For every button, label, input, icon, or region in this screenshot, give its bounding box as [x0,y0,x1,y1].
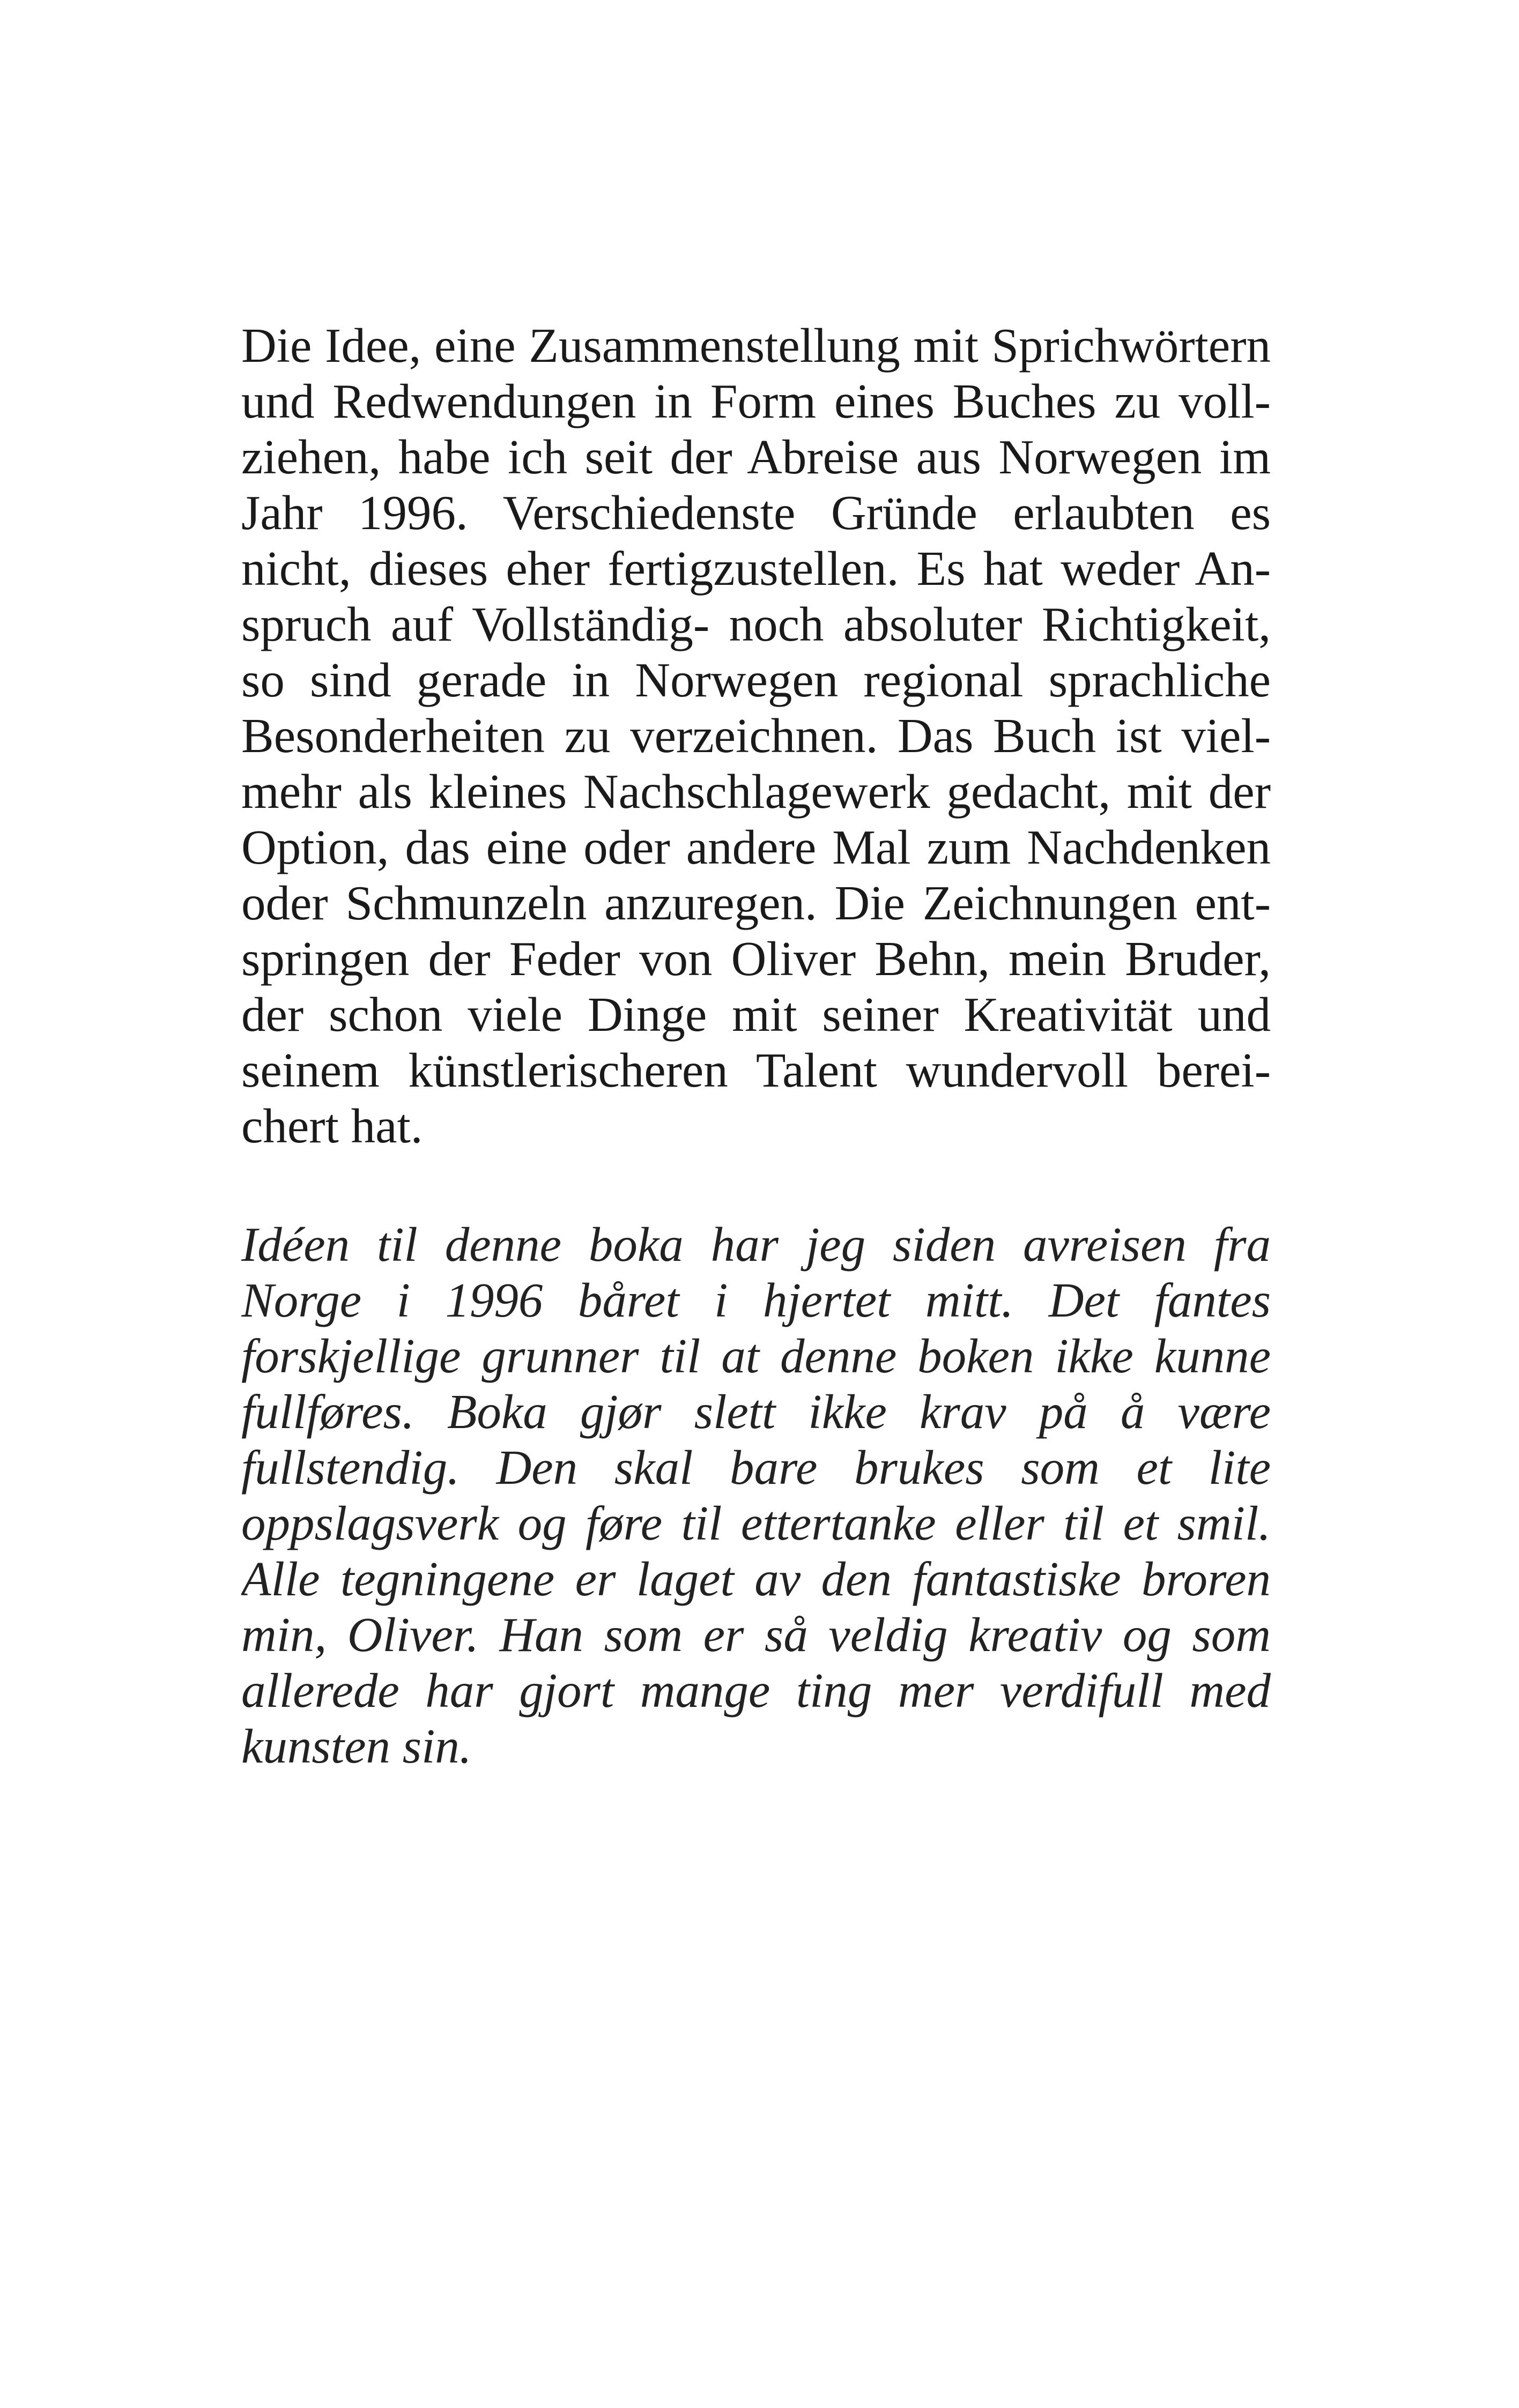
norwegian-line: Norge i 1996 båret i hjertet mitt. Det fantes [241,1273,1271,1327]
german-paragraph [241,318,1271,1154]
norwegian-line: oppslagsverk og føre til ettertanke eller til et smil. [241,1496,1271,1550]
german-line: Die Idee, eine Zusammenstellung mit Sprichwörtern [241,318,1271,373]
norwegian-line: Idéen til denne boka har jeg siden avreisen fra [241,1217,1271,1272]
norwegian-paragraph [241,1217,1271,1774]
german-line: seinem künstlerischeren Talent wundervoll berei- [241,1043,1271,1097]
german-line: Option, das eine oder andere Mal zum Nachdenken [241,820,1271,874]
norwegian-line: forskjellige grunner til at denne boken ikke kunne [241,1329,1271,1383]
german-line: Besonderheiten zu verzeichnen. Das Buch ist viel- [241,709,1271,763]
norwegian-line: allerede har gjort mange ting mer verdifull med [241,1663,1271,1718]
norwegian-line: fullstendig. Den skal bare brukes som et lite [241,1440,1271,1495]
german-line: und Redwendungen in Form eines Buches zu voll- [241,374,1271,428]
norwegian-line: fullføres. Boka gjør slett ikke krav på å være [241,1385,1271,1439]
german-line: chert hat. [241,1099,423,1153]
german-line: spruch auf Vollständig- noch absoluter Richtigkeit, [241,597,1271,651]
german-line: nicht, dieses eher fertigzustellen. Es hat weder An- [241,541,1271,596]
german-line: der schon viele Dinge mit seiner Kreativität und [241,987,1271,1042]
german-line: so sind gerade in Norwegen regional sprachliche [241,653,1271,707]
german-line: springen der Feder von Oliver Behn, mein Bruder, [241,932,1271,986]
norwegian-line: min, Oliver. Han som er så veldig kreativ og som [241,1608,1271,1662]
norwegian-line: Alle tegningene er laget av den fantastiske broren [241,1552,1271,1606]
german-line: Jahr 1996. Verschiedenste Gründe erlaubten es [241,486,1271,540]
german-line: ziehen, habe ich seit der Abreise aus Norwegen im [241,430,1271,484]
norwegian-line: kunsten sin. [241,1719,472,1773]
german-line: oder Schmunzeln anzuregen. Die Zeichnungen ent- [241,876,1271,930]
german-line: mehr als kleines Nachschlagewerk gedacht, mit der [241,764,1271,819]
